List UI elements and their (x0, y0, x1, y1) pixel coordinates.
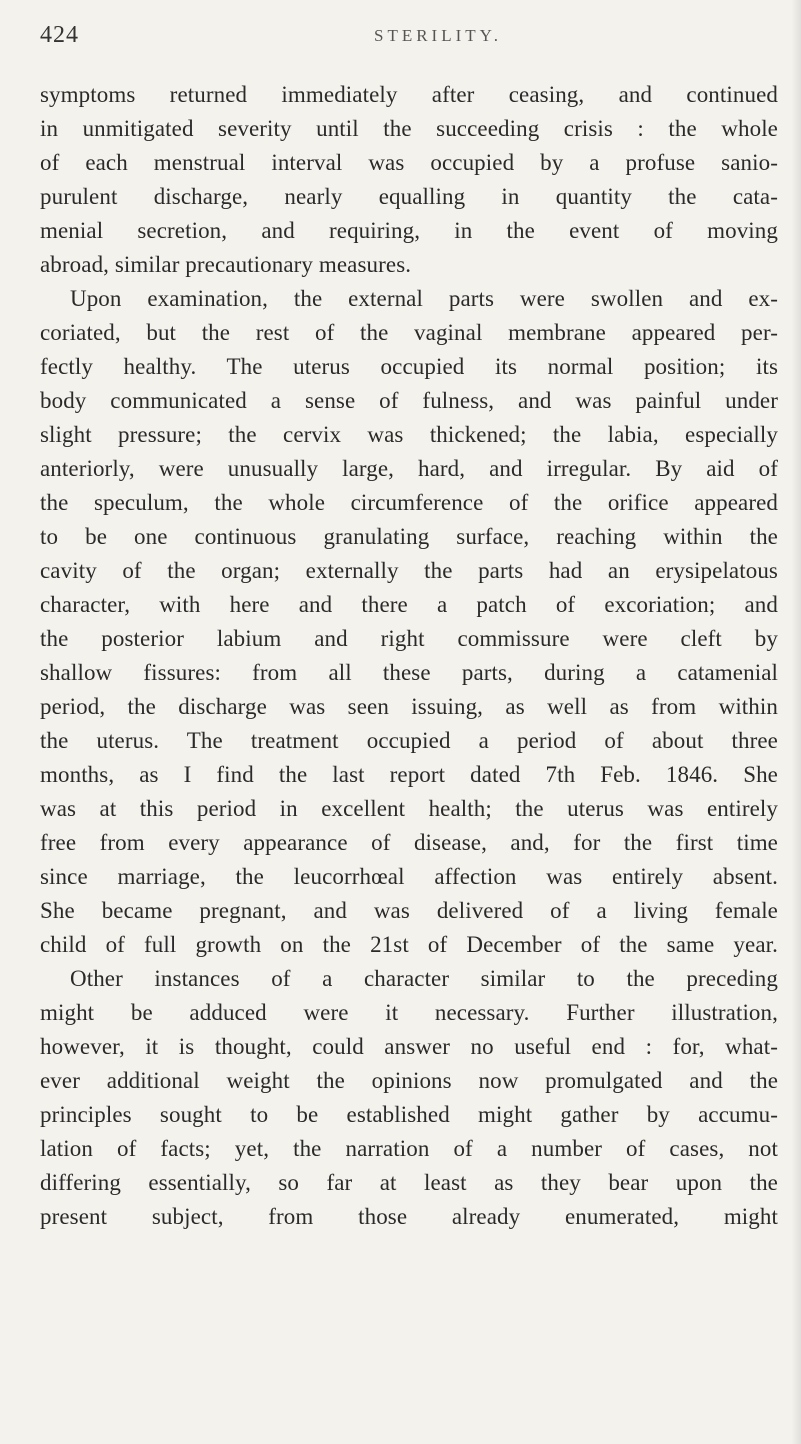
page-number: 424 (40, 22, 79, 48)
text-line: differing essentially, so far at least as they bear upon the (40, 1170, 778, 1195)
text-line: lation of facts; yet, the narration of a number of cases, not (40, 1136, 778, 1161)
text-line: period, the discharge was seen issuing, as well as from within (40, 694, 778, 719)
text-line: free from every appearance of disease, and, for the first time (40, 830, 778, 855)
text-line: months, as I find the last report dated 7th Feb. 1846. She (40, 762, 778, 787)
text-line: ever additional weight the opinions now promulgated and the (40, 1068, 778, 1093)
body-text (40, 78, 778, 1234)
text-line: She became pregnant, and was delivered of a living female (40, 898, 778, 923)
text-line: anteriorly, were unusually large, hard, and irregular. By aid of (40, 456, 778, 481)
paragraph-start-line: Upon examination, the external parts were swollen and ex- (70, 286, 778, 311)
text-line: abroad, similar precautionary measures. (40, 252, 412, 277)
text-line: might be adduced were it necessary. Further illustration, (40, 1000, 778, 1025)
text-line: fectly healthy. The uterus occupied its normal position; its (40, 354, 778, 379)
text-line: purulent discharge, nearly equalling in quantity the cata- (40, 184, 778, 209)
text-line: coriated, but the rest of the vaginal membrane appeared per- (40, 320, 778, 345)
text-line: was at this period in excellent health; the uterus was entirely (40, 796, 778, 821)
text-line: symptoms returned immediately after ceasing, and continued (40, 82, 778, 107)
text-line: present subject, from those already enumerated, might (40, 1204, 778, 1229)
paragraph-start-line: Other instances of a character similar to the preceding (70, 966, 778, 991)
text-line: to be one continuous granulating surface, reaching within the (40, 524, 778, 549)
page-edge-shadow (791, 0, 801, 1444)
text-line: shallow fissures: from all these parts, during a catamenial (40, 660, 778, 685)
text-line: character, with here and there a patch of excoriation; and (40, 592, 778, 617)
text-line: cavity of the organ; externally the parts had an erysipelatous (40, 558, 778, 583)
text-line: slight pressure; the cervix was thickened; the labia, especially (40, 422, 778, 447)
text-line: body communicated a sense of fulness, and was painful under (40, 388, 778, 413)
text-line: the speculum, the whole circumference of the orifice appeared (40, 490, 778, 515)
text-line: of each menstrual interval was occupied by a profuse sanio- (40, 150, 778, 175)
page-header (40, 22, 780, 52)
text-line: child of full growth on the 21st of December of the same year. (40, 932, 778, 957)
running-title: STERILITY. (374, 26, 502, 45)
text-line: since marriage, the leucorrhœal affection was entirely absent. (40, 864, 778, 889)
text-line: principles sought to be established might gather by accumu- (40, 1102, 778, 1127)
text-line: in unmitigated severity until the succeeding crisis : the whole (40, 116, 778, 141)
text-line: however, it is thought, could answer no useful end : for, what- (40, 1034, 778, 1059)
text-line: the uterus. The treatment occupied a period of about three (40, 728, 778, 753)
text-line: menial secretion, and requiring, in the event of moving (40, 218, 778, 243)
text-line: the posterior labium and right commissure were cleft by (40, 626, 778, 651)
